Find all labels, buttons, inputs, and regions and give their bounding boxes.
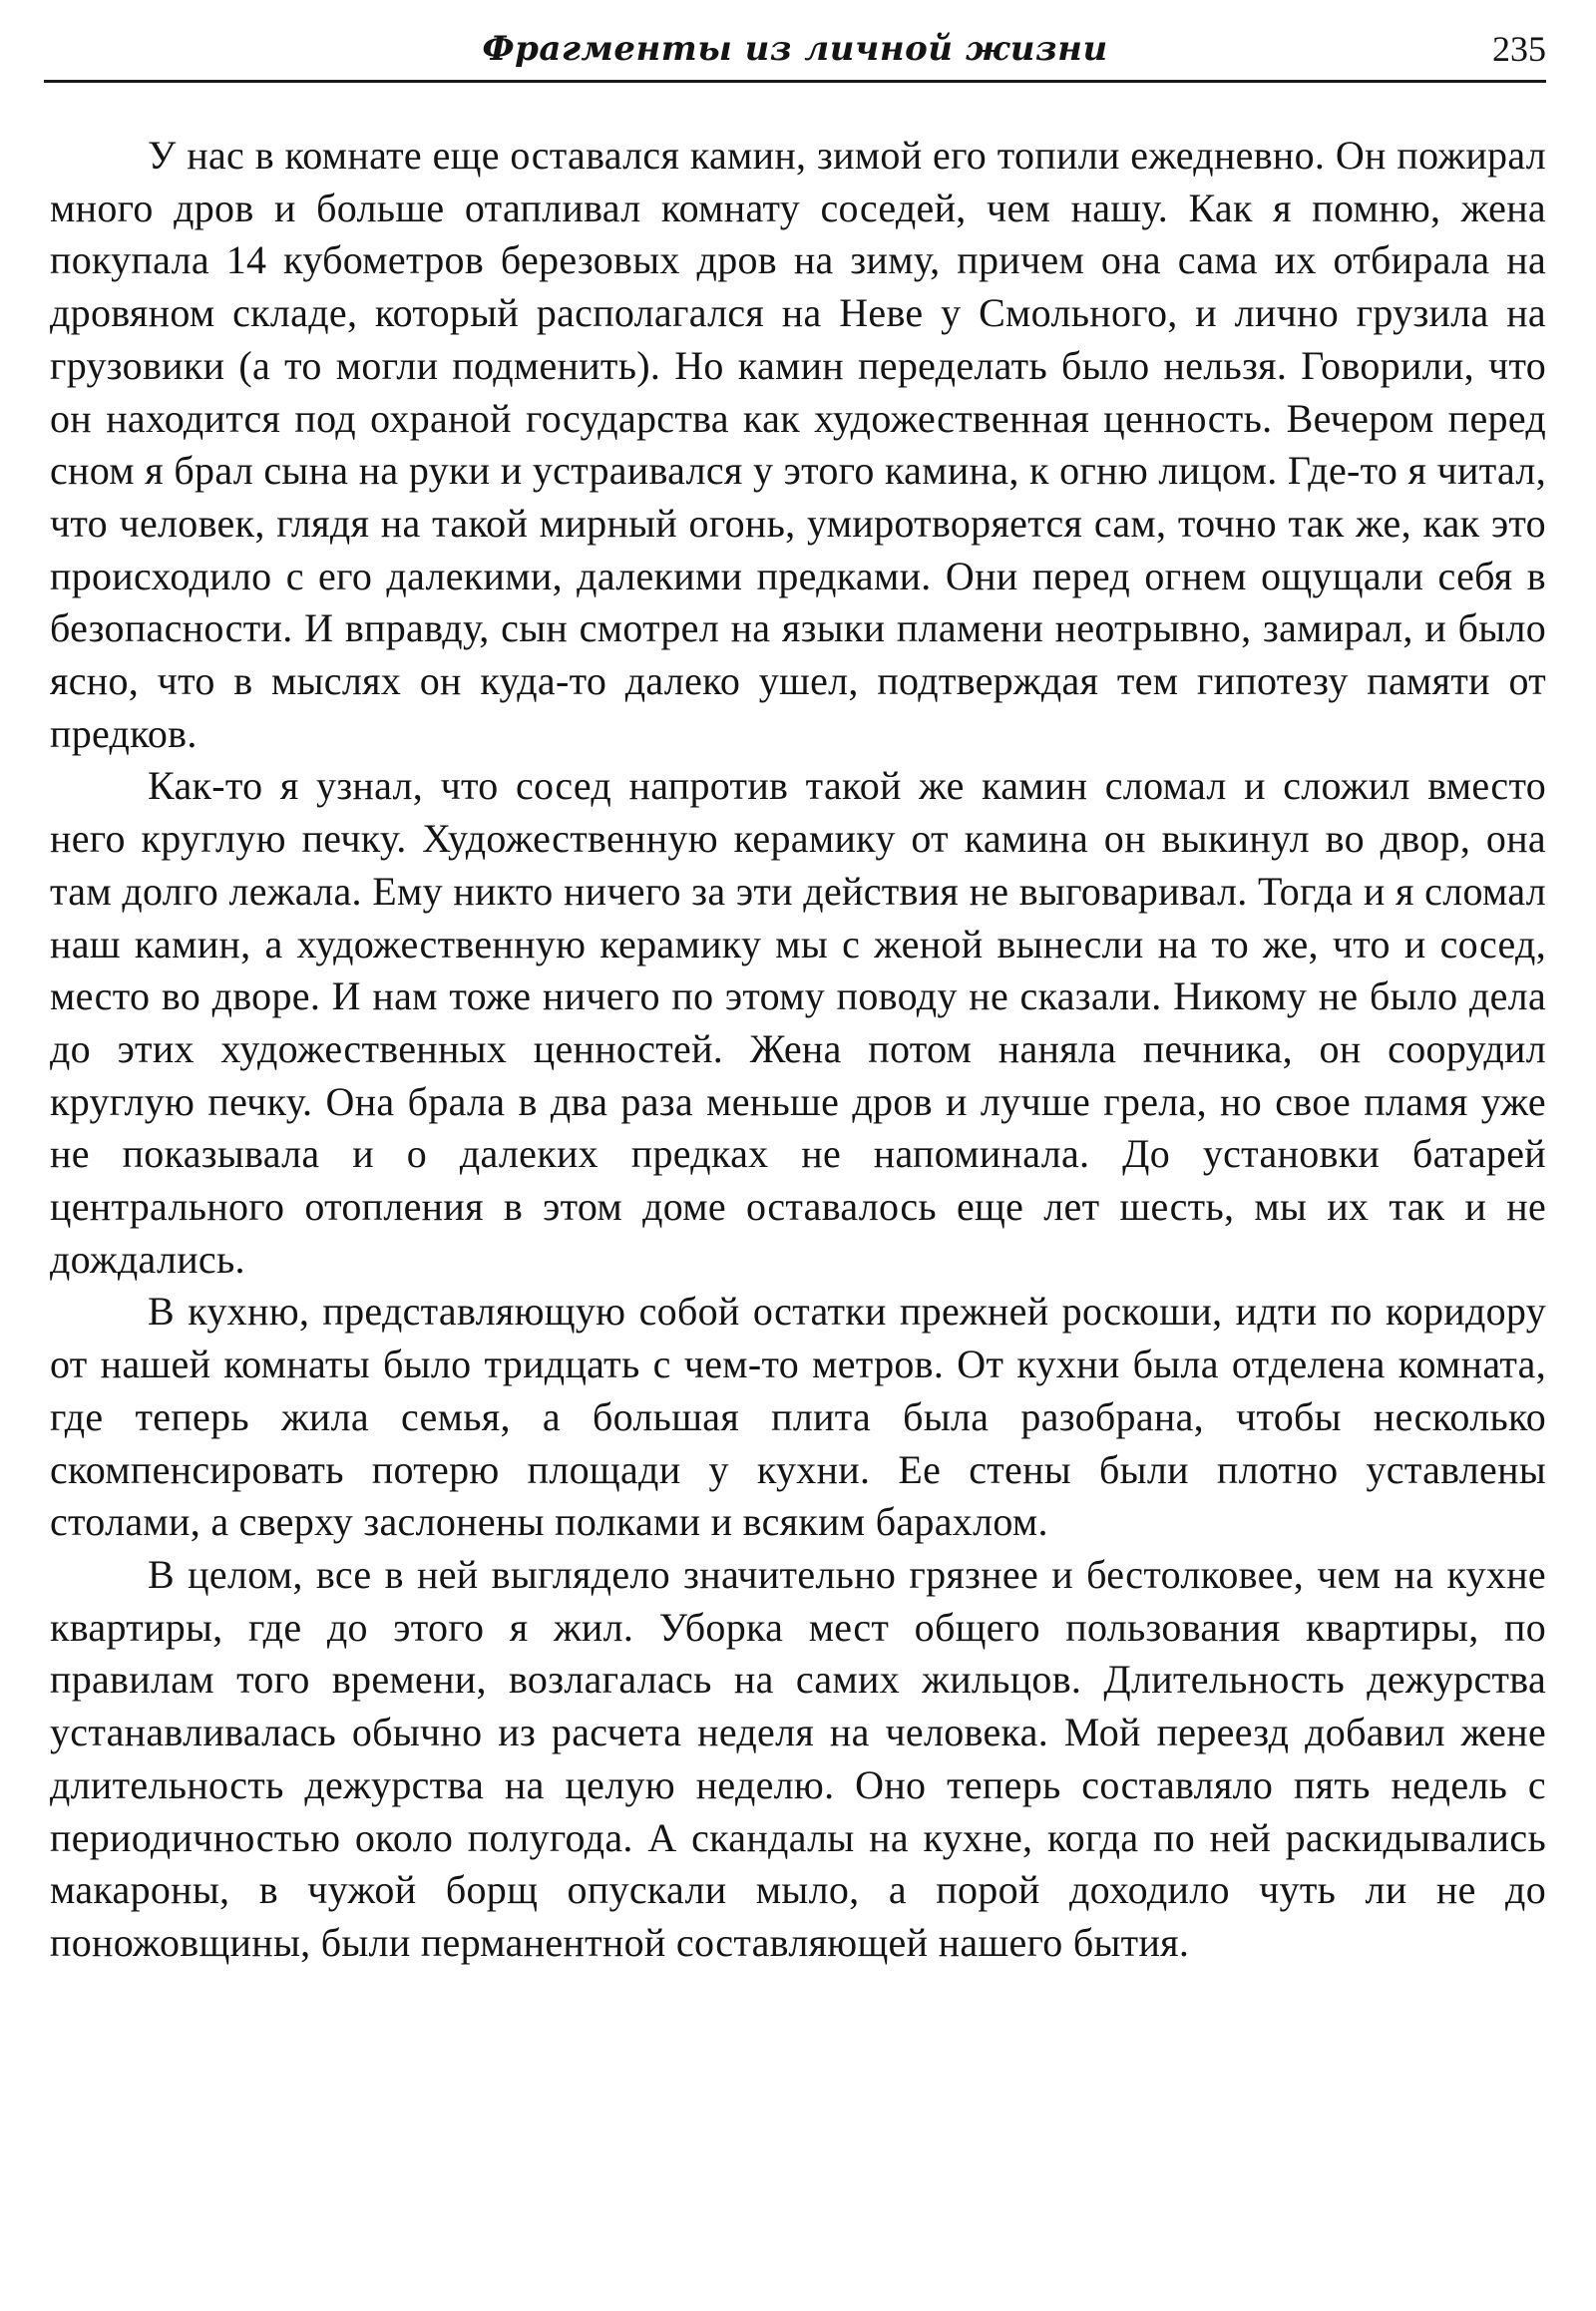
paragraph-kitchen: В кухню, представляющую собой остатки прежней роскоши, идти по коридору от нашей комнаты было тридцать с чем-то метров. От кухни была отделена комната, где теперь жила семья, а большая плита была разобрана, чтобы несколько скомпенсировать потерю площади у кухни. Ее стены были плотно уставлены столами, а сверху заслонены полками и всяким барахлом. — [50, 1289, 1546, 1545]
paragraph-stove: Как-то я узнал, что сосед напротив такой же камин сломал и сложил вместо него круглую печку. Художественную керамику от камина он выкинул во двор, она там долго лежала. Ему никто ничего за эти действия не выговаривал. Тогда и я сломал наш камин, а художественную керамику мы с женой вынесли на то же, что и сосед, место во дворе. И нам тоже ничего по этому поводу не сказали. Никому не было дела до этих художественных ценностей. Жена потом наняла печника, он соорудил круглую печку. Она брала в два раза меньше дров и лучше грела, но свое пламя уже не показывала и о далеких предках не напоминала. До установки батарей центрального отопления в этом доме оставалось еще лет шесть, мы их так и не дождались. — [50, 763, 1546, 1282]
paragraph-fireplace: У нас в комнате еще оставался камин, зимой его топили ежедневно. Он пожирал много дров и больше отапливал комнату соседей, чем нашу. Как я помню, жена покупала 14 кубометров березовых дров на зиму, причем она сама их отбирала на дровяном складе, который располагался на Неве у Смольного, и лично грузила на грузовики (а то могли подменить). Но камин переделать было нельзя. Говорили, что он находится под охраной государства как художественная ценность. Вечером перед сном я брал сына на руки и устраивался у этого камина, к огню лицом. Где-то я читал, что человек, глядя на такой мирный огонь, умиротворяется сам, точно так же, как это происходило с его далекими, далекими предками. Они перед огнем ощущали себя в безопасности. И вправду, сын смотрел на языки пламени неотрывно, замирал, и было ясно, что в мыслях он куда-то далеко ушел, подтверждая тем гипотезу памяти от предков. — [50, 133, 1546, 756]
header-rule — [44, 80, 1546, 83]
body-text — [50, 130, 1546, 1970]
running-header — [44, 24, 1546, 82]
page-number: 235 — [1492, 29, 1546, 69]
paragraph-duties: В целом, все в ней выглядело значительно грязнее и бестолковее, чем на кухне квартиры, где до этого я жил. Уборка мест общего пользования квартиры, по правилам того времени, возлагалась на самих жильцов. Длительность дежурства устанавливалась обычно из расчета неделя на человека. Мой переезд добавил жене длительность дежурства на целую неделю. Оно теперь составляло пять недель с периодичностью около полугода. А скандалы на кухне, когда по ней раскидывались макароны, в чужой борщ опускали мыло, а порой доходило чуть ли не до поножовщины, были перманентной составляющей нашего бытия. — [50, 1551, 1546, 1965]
running-title: Фрагменты из личной жизни — [482, 29, 1108, 69]
